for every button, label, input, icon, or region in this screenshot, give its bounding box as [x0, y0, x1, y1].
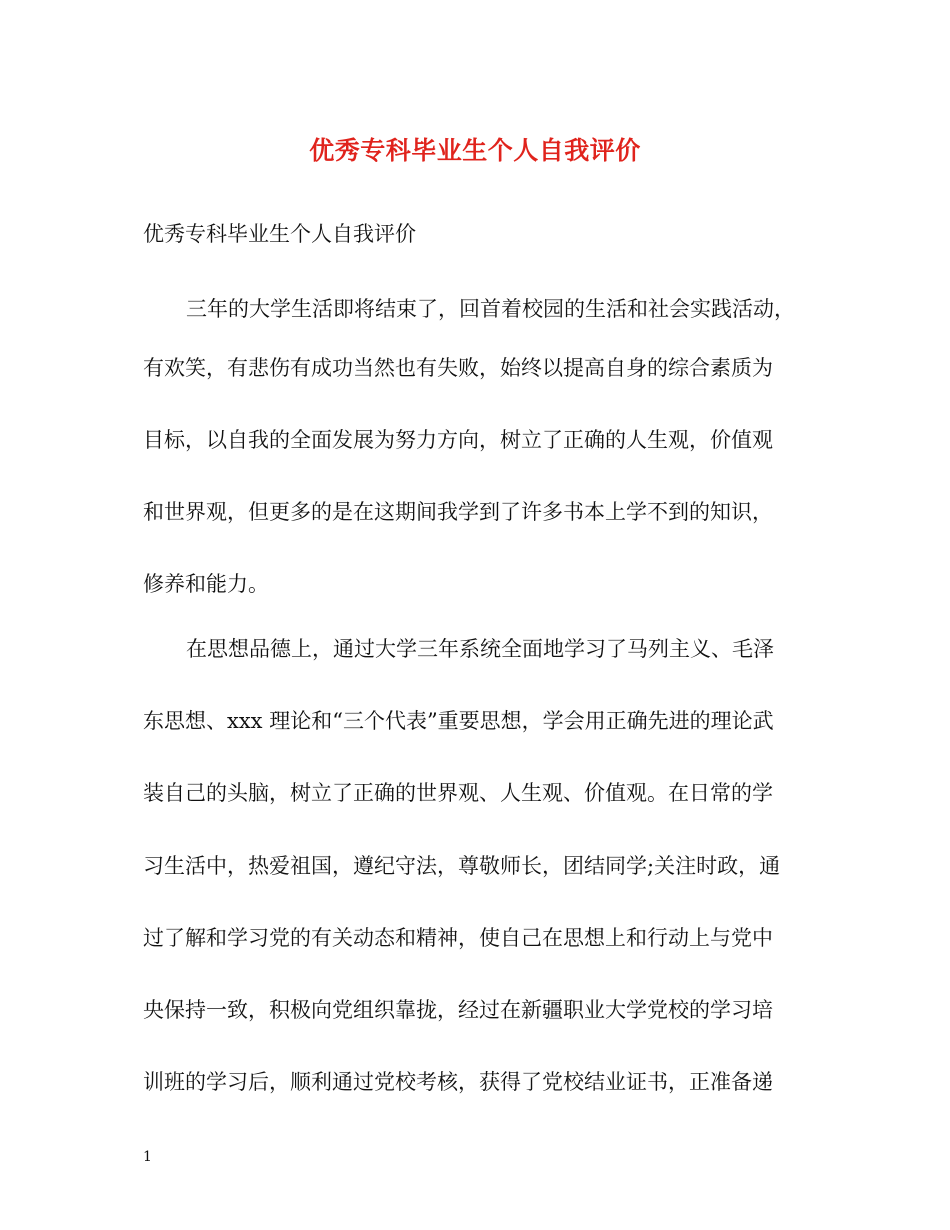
text-line: 目标，以自我的全面发展为努力方向，树立了正确的人生观，价值观 [143, 428, 773, 452]
text-line: 有欢笑，有悲伤有成功当然也有失败，始终以提高自身的综合素质为 [143, 356, 773, 380]
text-line: 过了解和学习党的有关动态和精神，使自己在思想上和行动上与党中 [143, 926, 773, 950]
text-line: 训班的学习后，顺利通过党校考核，获得了党校结业证书，正准备递 [143, 1070, 773, 1094]
text-line: 修养和能力。 [143, 572, 269, 596]
text-line: 和世界观，但更多的是在这期间我学到了许多书本上学不到的知识， [143, 500, 773, 524]
text-line: 央保持一致，积极向党组织靠拢，经过在新疆职业大学党校的学习培 [143, 998, 773, 1022]
text-line: 装自己的头脑，树立了正确的世界观、人生观、价值观。在日常的学 [143, 781, 773, 805]
text-line: 三年的大学生活即将结束了，回首着校园的生活和社会实践活动， [186, 297, 795, 321]
document-title: 优秀专科毕业生个人自我评价 [309, 136, 641, 165]
text-line: 东思想、xxx 理论和“三个代表”重要思想，学会用正确先进的理论武 [143, 709, 774, 733]
page-number: 1 [143, 1149, 152, 1165]
document-subtitle: 优秀专科毕业生个人自我评价 [143, 222, 416, 246]
text-line: 习生活中，热爱祖国，遵纪守法，尊敬师长，团结同学;关注时政，通 [143, 854, 781, 878]
text-line: 在思想品德上，通过大学三年系统全面地学习了马列主义、毛泽 [186, 637, 774, 661]
